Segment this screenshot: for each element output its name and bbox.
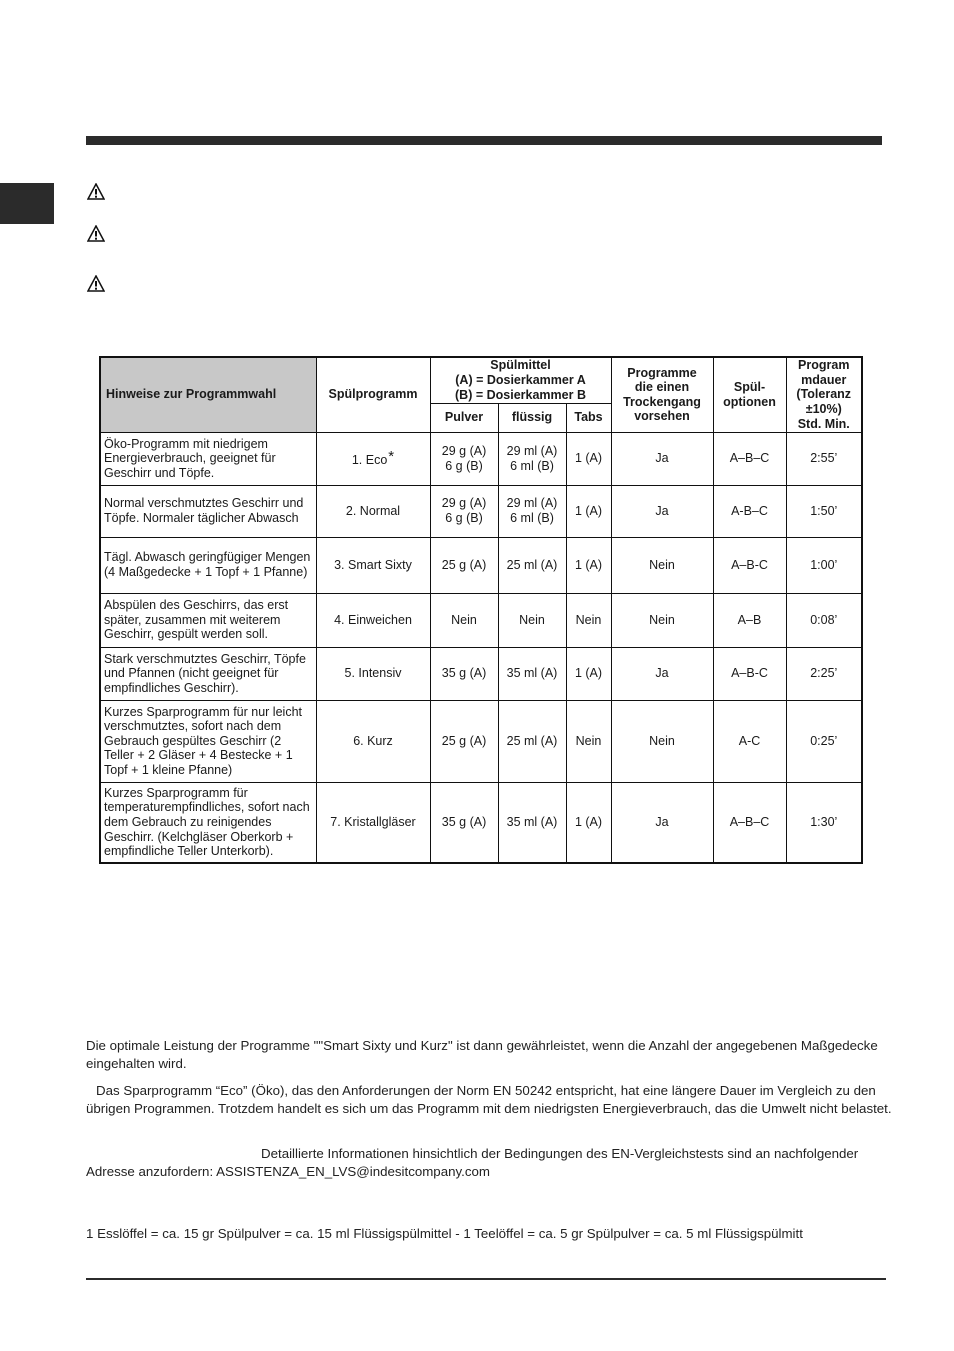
row-program: 3. Smart Sixty xyxy=(316,537,430,593)
row-duration: 1:50’ xyxy=(786,485,862,537)
row-powder: 35 g (A) xyxy=(430,647,498,700)
table-row xyxy=(100,593,862,647)
note-eco: Das Sparprogramm “Eco” (Öko), das den Anforderungen der Norm EN 50242 entspricht, hat eine längere Dauer im Vergleich zu den übrigen Programmen. Trotzdem handelt es sich um das Programm mit dem niedrigsten Energieverbrauch, das die Umwelt nicht belastet. xyxy=(86,1083,892,1116)
row-drying: Ja xyxy=(611,485,713,537)
row-hint: Öko-Programm mit niedrigem Energieverbrauch, geeignet für Geschirr und Töpfe. xyxy=(100,432,316,485)
row-drying: Ja xyxy=(611,782,713,863)
header-drying-line: die einen xyxy=(634,380,690,395)
header-options xyxy=(713,357,786,432)
row-liquid: 35 ml (A) xyxy=(498,782,566,863)
row-program: 7. Kristallgläser xyxy=(316,782,430,863)
header-drying-line: Trockengang xyxy=(623,394,701,409)
row-powder xyxy=(430,485,498,537)
row-drying: Ja xyxy=(611,647,713,700)
row-options: A–B-C xyxy=(713,647,786,700)
note-test-info-line: Adresse anzufordern: ASSISTENZA_EN_LVS@indesitcompany.com xyxy=(86,1164,490,1179)
header-drying-line: Programme xyxy=(627,365,697,380)
header-duration-line: ±10%) xyxy=(805,402,842,417)
row-powder xyxy=(430,432,498,485)
row-program: 6. Kurz xyxy=(316,700,430,782)
table-row xyxy=(100,782,862,863)
row-options: A-B–C xyxy=(713,485,786,537)
header-detergent xyxy=(430,357,611,403)
table-row xyxy=(100,700,862,782)
row-hint: Abspülen des Geschirrs, das erst später, zusammen mit weiterem Geschirr, gespült werden soll. xyxy=(100,593,316,647)
header-detergent-line: (A) = Dosierkammer A xyxy=(455,372,586,387)
header-duration xyxy=(786,357,862,432)
row-hint: Kurzes Sparprogramm für nur leicht verschmutztes, sofort nach dem Gebrauch gespültes Geschirr (2 Teller + 2 Gläser + 4 Bestecke + 1 Topf + 1 kleine Pfanne) xyxy=(100,700,316,782)
row-tabs: 1 (A) xyxy=(566,432,611,485)
liquid-dose: 29 ml (A) xyxy=(506,443,558,458)
row-liquid: 25 ml (A) xyxy=(498,700,566,782)
row-tabs: 1 (A) xyxy=(566,782,611,863)
row-drying: Nein xyxy=(611,537,713,593)
row-tabs: 1 (A) xyxy=(566,485,611,537)
header-drying-line: vorsehen xyxy=(634,409,690,424)
header-duration-line: (Toleranz xyxy=(796,387,852,402)
row-hint: Stark verschmutztes Geschirr, Töpfe und Pfannen (nicht geeignet für empfindliches Geschirr). xyxy=(100,647,316,700)
table-row xyxy=(100,485,862,537)
row-program: 5. Intensiv xyxy=(316,647,430,700)
header-rule xyxy=(86,136,882,145)
row-tabs: Nein xyxy=(566,593,611,647)
row-duration: 2:25’ xyxy=(786,647,862,700)
row-program: 4. Einweichen xyxy=(316,593,430,647)
row-powder: Nein xyxy=(430,593,498,647)
row-liquid xyxy=(498,432,566,485)
row-options: A–B–C xyxy=(713,782,786,863)
liquid-dose: 6 ml (B) xyxy=(510,458,554,473)
row-powder: 35 g (A) xyxy=(430,782,498,863)
header-options-line: Spül- xyxy=(733,380,766,395)
row-hint: Kurzes Sparprogramm für temperaturempfindliches, sofort nach dem Gebrauch zu reinigendes Geschirr. (Kelchgläser Oberkorb + empfindliche Teller Unterkorb). xyxy=(100,782,316,863)
warning-icon xyxy=(87,225,105,242)
header-duration-line: Program xyxy=(798,358,850,373)
header-drying xyxy=(611,357,713,432)
eco-footnote-mark: * xyxy=(388,447,395,465)
row-program: 2. Normal xyxy=(316,485,430,537)
liquid-dose: 29 ml (A) xyxy=(506,496,558,511)
header-detergent-line: Spülmittel xyxy=(490,358,551,373)
table-row xyxy=(100,647,862,700)
row-duration: 1:30’ xyxy=(786,782,862,863)
row-liquid xyxy=(498,485,566,537)
language-tab-marker xyxy=(0,183,54,224)
row-options: A–B–C xyxy=(713,432,786,485)
row-duration: 0:08’ xyxy=(786,593,862,647)
header-powder: Pulver xyxy=(430,403,498,432)
row-powder: 25 g (A) xyxy=(430,700,498,782)
footer-rule xyxy=(86,1278,886,1280)
warning-icon xyxy=(87,183,105,200)
program-name: 1. Eco xyxy=(351,452,388,467)
row-liquid: Nein xyxy=(498,593,566,647)
row-drying: Nein xyxy=(611,700,713,782)
liquid-dose: 6 ml (B) xyxy=(510,511,554,525)
row-tabs: 1 (A) xyxy=(566,647,611,700)
powder-dose: 29 g (A) xyxy=(441,496,487,511)
header-program: Spülprogramm xyxy=(316,357,430,432)
row-duration: 1:00’ xyxy=(786,537,862,593)
header-duration-line: mdauer xyxy=(801,372,847,387)
row-hint: Tägl. Abwasch geringfügiger Mengen (4 Maßgedecke + 1 Topf + 1 Pfanne) xyxy=(100,537,316,593)
header-liquid: flüssig xyxy=(498,403,566,432)
row-tabs: 1 (A) xyxy=(566,537,611,593)
row-hint: Normal verschmutztes Geschirr und Töpfe. Normaler täglicher Abwasch xyxy=(100,485,316,537)
program-table xyxy=(99,356,863,864)
powder-dose: 6 g (B) xyxy=(445,511,483,525)
row-powder: 25 g (A) xyxy=(430,537,498,593)
row-drying: Ja xyxy=(611,432,713,485)
powder-dose: 6 g (B) xyxy=(445,458,483,473)
header-hint: Hinweise zur Programmwahl xyxy=(100,357,316,432)
note-test-info-line: Detaillierte Informationen hinsichtlich der Bedingungen des EN-Vergleichstests sind an nachfolgender xyxy=(261,1146,859,1161)
row-options: A-C xyxy=(713,700,786,782)
row-liquid: 35 ml (A) xyxy=(498,647,566,700)
header-duration-line: Std. Min. xyxy=(797,416,850,431)
row-duration: 0:25’ xyxy=(786,700,862,782)
header-tabs: Tabs xyxy=(566,403,611,432)
row-options: A–B-C xyxy=(713,537,786,593)
note-performance: Die optimale Leistung der Programme ""Smart Sixty und Kurz" ist dann gewährleistet, wenn die Anzahl der angegebenen Maßgedecke eingehalten wird. xyxy=(86,1038,878,1071)
row-options: A–B xyxy=(713,593,786,647)
row-program xyxy=(316,432,430,485)
table-row xyxy=(100,537,862,593)
note-test-info xyxy=(86,1145,901,1181)
row-liquid: 25 ml (A) xyxy=(498,537,566,593)
table-row xyxy=(100,432,862,485)
row-duration: 2:55’ xyxy=(786,432,862,485)
row-drying: Nein xyxy=(611,593,713,647)
powder-dose: 29 g (A) xyxy=(441,443,487,458)
header-options-line: optionen xyxy=(723,394,776,409)
note-measures: 1 Esslöffel = ca. 15 gr Spülpulver = ca. 15 ml Flüssigspülmittel - 1 Teelöffel = ca. 5 gr Spülpulver = ca. 5 ml Flüssigspülmitt xyxy=(86,1226,803,1241)
row-tabs: Nein xyxy=(566,700,611,782)
warning-icon xyxy=(87,275,105,292)
header-detergent-line: (B) = Dosierkammer B xyxy=(455,387,586,402)
